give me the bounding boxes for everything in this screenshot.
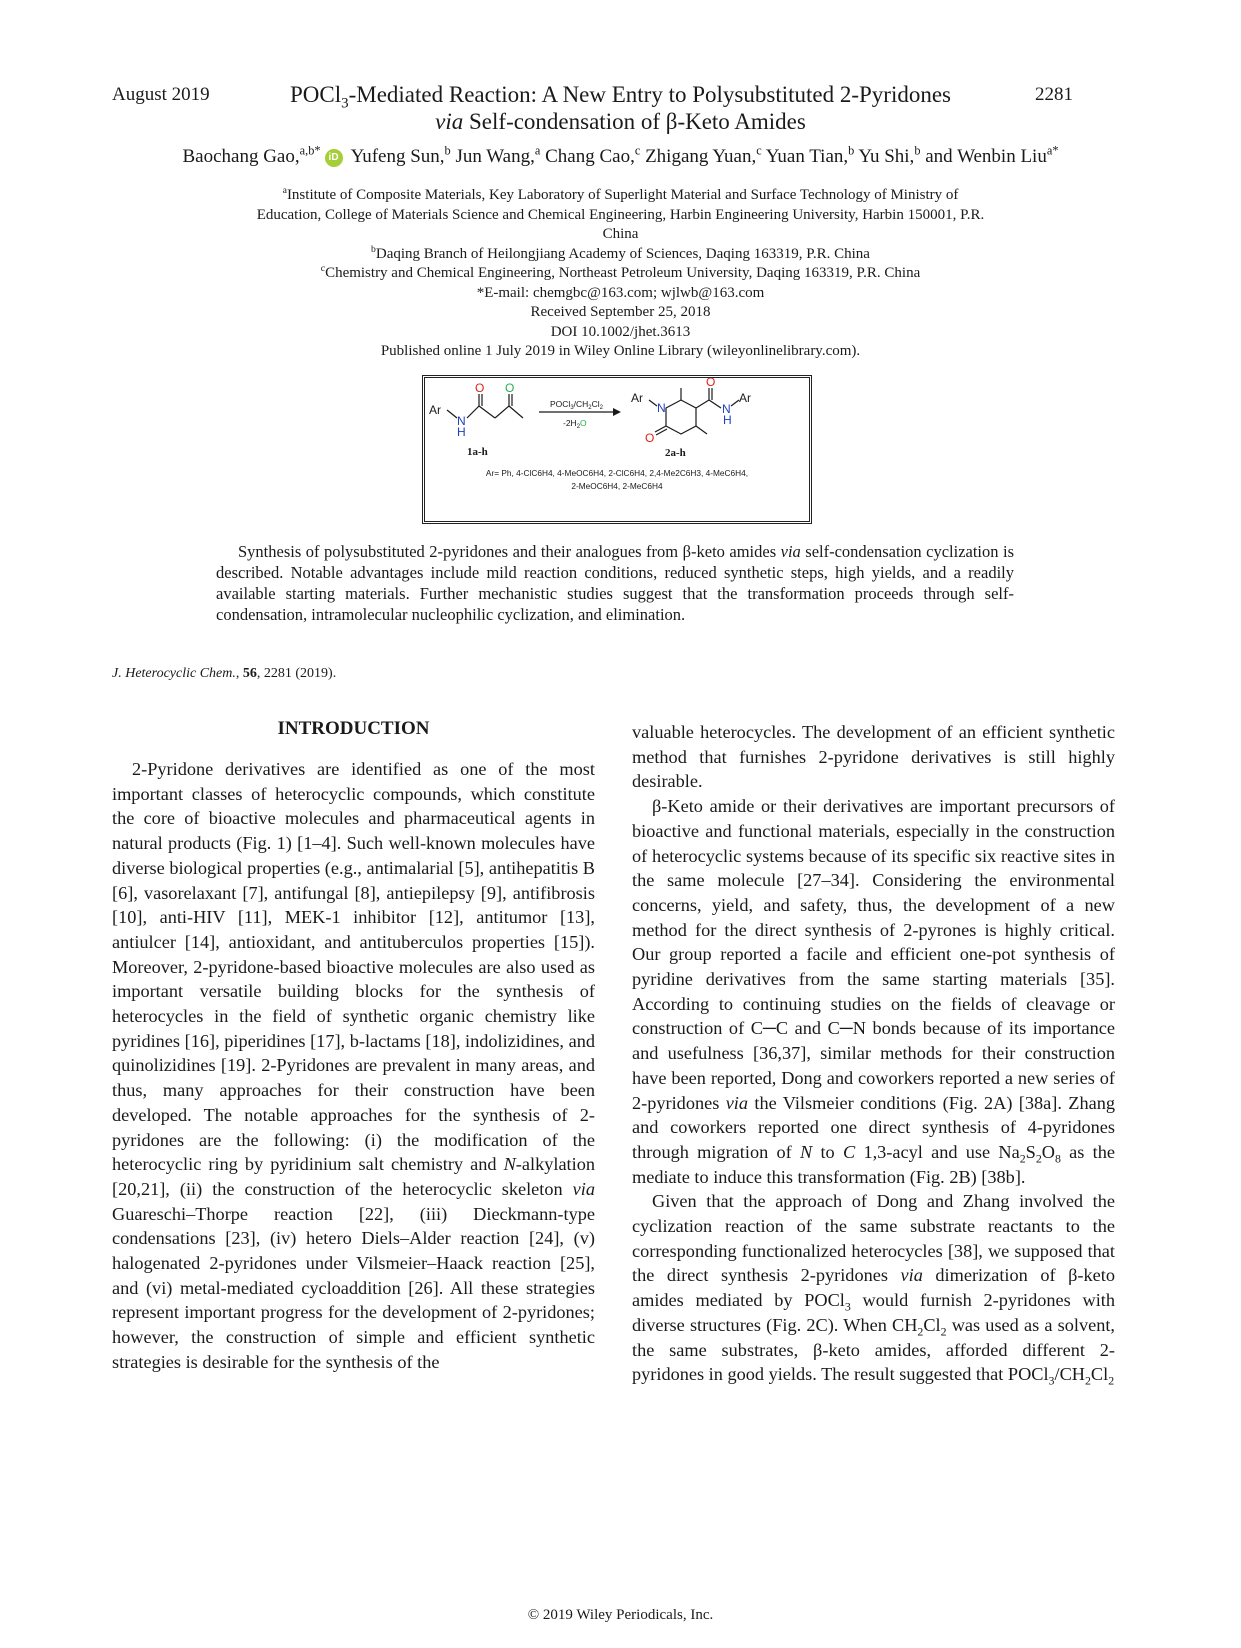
scheme-o-green: O — [505, 381, 515, 395]
title-part: -Mediated Reaction: A New Entry to Polysubstituted 2-Pyridones — [348, 82, 951, 107]
affiliation-a-cont: Education, College of Materials Science and Chemical Engineering, Harbin Engineering University, Harbin 150001, P.R. — [256, 206, 985, 223]
scheme-reagent: $POCl_3/CH_2Cl_2$ — [550, 399, 604, 411]
title-subscript: 3 — [341, 95, 349, 112]
abstract-text: self-condensation cyclization is described. Notable advantages include mild reaction conditions, reduced synthetic steps, high yields, and a readily available starting materials. Further mechanistic studies suggest that the transformation proceeds through self-condensation, intramolecular nucleophilic cyclization, and elimination. — [216, 542, 1015, 624]
scheme-label-reactant: 1a-h — [467, 446, 488, 458]
author: Yufeng Sun,$^b$ — [350, 143, 451, 167]
scheme-ar-product: Ar — [631, 391, 643, 405]
section-heading-introduction: INTRODUCTION — [277, 718, 430, 739]
author: and Wenbin Liu$^{a*}$ — [925, 143, 1059, 167]
article-title-line2 — [0, 108, 1241, 135]
abstract — [216, 541, 1014, 625]
body-column-left — [112, 757, 595, 1375]
scheme-ring-n: N — [657, 401, 666, 415]
scheme-ar-product-right: Ar — [739, 391, 751, 405]
page-number: 2281 — [1035, 84, 1073, 105]
author-list — [0, 143, 1241, 168]
scheme-o-product-amide: O — [706, 378, 716, 389]
copyright-footer: © 2019 Wiley Periodicals, Inc. — [527, 1607, 714, 1623]
doi[interactable]: DOI 10.1002/jhet.3613 — [550, 323, 691, 340]
scheme-byproduct: $-2H_2O$ — [563, 418, 587, 430]
author[interactable]: Baochang Gao,$^{a,b*}$ — [182, 143, 321, 167]
scheme-ar-left: Ar — [429, 403, 441, 417]
scheme-nh-h: H — [457, 425, 466, 439]
email[interactable]: *E-mail: chemgbc@163.com; wjlwb@163.com — [476, 284, 765, 301]
published-info: Published online 1 July 2019 in Wiley Online Library (wileyonlinelibrary.com). — [380, 343, 861, 359]
affiliation-c: $^c$Chemistry and Chemical Engineering, Northeast Petroleum University, Daqing 163319, P.R. China — [320, 263, 921, 281]
abstract-via: via — [780, 542, 801, 561]
author: Yuan Tian,$^b$ — [765, 143, 855, 167]
affiliation-b: $^b$Daqing Branch of Heilongjiang Academy of Sciences, Daqing 163319, P.R. China — [371, 243, 870, 262]
scheme-o-red: O — [475, 381, 485, 395]
reaction-scheme-svg — [425, 378, 809, 521]
title-via: via — [435, 109, 464, 134]
journal-citation: J. Heterocyclic Chem., 56, 2281 (2019). — [112, 666, 337, 681]
scheme-o-product-ring: O — [645, 431, 655, 445]
scheme-label-product: 2a-h — [665, 447, 686, 459]
scheme-ar-definition-2: 2-MeOC6H4, 2-MeC6H4 — [571, 481, 663, 491]
scheme-nh-n: N — [457, 414, 466, 428]
author: Jun Wang,$^a$ — [455, 143, 541, 167]
paragraph: valuable heterocycles. The development of an efficient synthetic method that furnishes 2-pyridone derivatives is still highly desirable. — [632, 722, 1115, 792]
paragraph: Given that the approach of Dong and Zhang involved the cyclization reaction of the same substrate reactants to the corresponding functionalized heterocycles [38], we supposed that the direct synthesis 2-pyridones via dimerization of β-keto amides mediated by POCl$_3$ would furnish 2-pyridones with diverse structures (Fig. 2C). When $CH_2Cl_2$ was used as a solvent, the same substrates, β-keto amides, afforded different 2-pyridones in good yields. The result suggested that $POCl_3/CH_2Cl_2$ — [632, 1191, 1116, 1388]
received-date: Received September 25, 2018 — [530, 304, 711, 320]
author: Yu Shi,$^b$ — [858, 143, 921, 167]
author: Zhigang Yuan,$^c$ — [645, 143, 762, 167]
affiliation-a: $^a$Institute of Composite Materials, Key Laboratory of Superlight Material and Surface Technology of Ministry of — [282, 185, 959, 203]
running-header-date: August 2019 — [112, 84, 210, 105]
abstract-text: Synthesis of polysubstituted 2-pyridones and their analogues from β-keto amides — [238, 542, 777, 561]
paragraph: 2-Pyridone derivatives are identified as one of the most important classes of heterocyclic compounds, which constitute the core of bioactive molecules and pharmaceutical agents in natural products (Fig. 1) [1–4]. Such well-known molecules have diverse biological properties (e.g., antimalarial [5], antihepatitis B [6], vasorelaxant [7], antifungal [8], antiepilepsy [9], antifibrosis [10], anti-HIV [11], MEK-1 inhibitor [12], antitumor [13], antiulcer [14], antioxidant, and antituberculos properties [15]). Moreover, 2-pyridone-based bioactive molecules are also used as important versatile building blocks for the synthesis of heterocycles in the field of synthetic organic chemistry like pyridines [16], piperidines [17], b-lactams [18], indolizidines, and quinolizidines [19]. 2-Pyridones are prevalent in many areas, and thus, many approaches for their construction have been developed. The notable approaches for the synthesis of 2-pyridones are the following: (i) the modification of the heterocyclic ring by pyridinium salt chemistry and N-alkylation [20,21], (ii) the construction of the heterocyclic skeleton via Guareschi–Thorpe reaction [22], (iii) Dieckmann-type condensations [23], (iv) hetero Diels–Alder reaction [24], (v) halogenated 2-pyridones under Vilsmeier–Haack reaction [25], and (vi) metal-mediated cycloaddition [26]. All these strategies represent important progress for the development of 2-pyridones; however, the construction of simple and efficient synthetic strategies is desirable for the synthesis of the — [112, 759, 595, 1372]
paragraph: β-Keto amide or their derivatives are important precursors of bioactive and functional materials, especially in the construction of heterocyclic systems because of its specific six reactive sites in the same molecule [27–34]. Considering the environmental concerns, yield, and safety, thus, the development of a new method for the direct synthesis of 2-pyrones is highly critical. Our group reported a facile and efficient one-pot synthesis of pyridine derivatives from the same starting materials [35]. According to continuing studies on the fields of cleavage or construction of C─C and C─N bonds because of its importance and usefulness [36,37], similar methods for their construction have been reported, Dong and coworkers reported a new series of 2-pyridones via the Vilsmeier conditions (Fig. 2A) [38a]. Zhang and coworkers reported one direct synthesis of 4-pyridones through migration of N to C 1,3-acyl and use $Na_2S_2O_8$ as the mediate to induce this transformation (Fig. 2B) [38b]. — [632, 796, 1116, 1187]
scheme-ar-definition-1: Ar= Ph, 4-ClC6H4, 4-MeOC6H4, 2-ClC6H4, 2,4-Me2C6H3, 4-MeC6H4, — [485, 468, 749, 478]
affiliation-a-cont: China — [602, 226, 639, 242]
graphical-abstract-scheme — [422, 375, 812, 524]
title-part: Self-condensation of β-Keto Amides — [463, 109, 806, 134]
orcid-icon[interactable]: iD — [325, 149, 343, 167]
title-part: POCl — [289, 82, 342, 107]
article-title-line1 — [0, 81, 1241, 112]
scheme-product-nh-h: H — [723, 413, 732, 427]
author: Chang Cao,$^c$ — [545, 143, 641, 167]
body-column-right — [632, 720, 1115, 1387]
scheme-product-nh-n: N — [722, 402, 731, 416]
affiliations — [0, 186, 1241, 362]
